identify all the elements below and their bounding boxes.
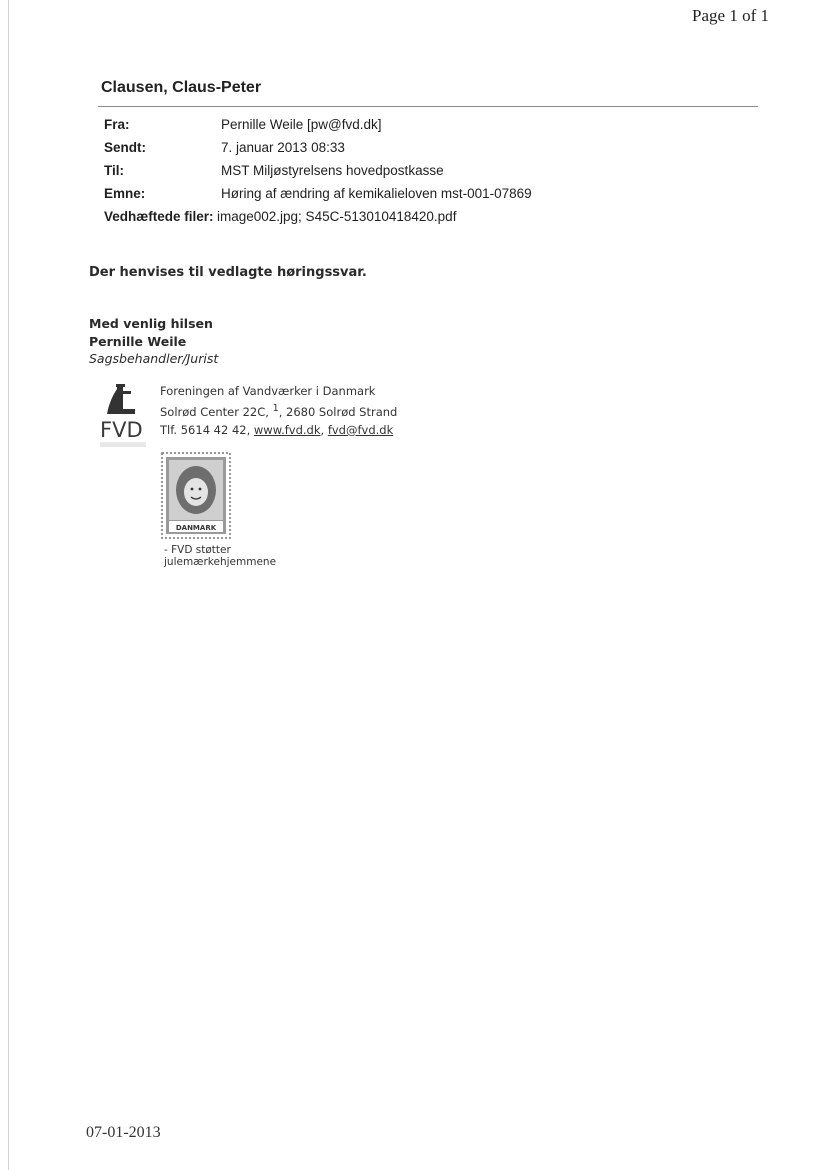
- address-suffix: , 2680 Solrød Strand: [278, 404, 398, 419]
- footer-date: 07-01-2013: [86, 1124, 161, 1141]
- stamp-text: DANMARK: [175, 524, 217, 532]
- header-label-from: Fra:: [104, 117, 130, 132]
- stamp-caption: [164, 544, 276, 568]
- org-address: [160, 400, 397, 421]
- org-phone: Tlf. 5614 42 42,: [160, 422, 254, 437]
- contact-separator: ,: [320, 422, 328, 437]
- header-value-attachments: image002.jpg; S45C-513010418420.pdf: [217, 209, 457, 224]
- org-contact: [160, 421, 397, 439]
- address-superscript: 1: [272, 403, 279, 414]
- header-value-sent: 7. januar 2013 08:33: [221, 140, 345, 155]
- header-value-to: MST Miljøstyrelsens hovedpostkasse: [221, 163, 444, 178]
- scan-edge-line: [8, 0, 9, 1170]
- org-email-link[interactable]: fvd@fvd.dk: [327, 422, 394, 437]
- header-label-sent: Sendt:: [104, 140, 146, 155]
- heading-divider: [98, 106, 758, 107]
- stamp-caption-line2: julemærkehjemmene: [164, 556, 277, 568]
- closing-block: [89, 315, 218, 368]
- org-name: Foreningen af Vandværker i Danmark: [160, 384, 376, 398]
- fvd-logo: [99, 381, 149, 451]
- header-label-attachments: Vedhæftede filer:: [104, 209, 214, 224]
- closing-name: Pernille Weile: [89, 333, 187, 349]
- header-value-from: Pernille Weile [pw@fvd.dk]: [221, 117, 382, 132]
- address-prefix: Solrød Center 22C,: [160, 404, 273, 419]
- logo-text: FVD: [100, 418, 143, 442]
- org-website-link[interactable]: www.fvd.dk: [253, 422, 321, 437]
- email-body-text: Der henvises til vedlagte høringssvar.: [89, 265, 367, 280]
- stamp-caption-line1: - FVD støtter: [164, 544, 231, 556]
- sender-name-heading: Clausen, Claus-Peter: [101, 79, 262, 96]
- header-label-to: Til:: [104, 163, 124, 178]
- closing-greeting: Med venlig hilsen: [89, 316, 213, 331]
- organization-signature: [160, 382, 397, 439]
- header-value-subject: Høring af ændring af kemikalieloven mst-001-07869: [221, 186, 532, 201]
- closing-title: Sagsbehandler/Jurist: [89, 351, 219, 366]
- header-label-subject: Emne:: [104, 186, 146, 201]
- christmas-seal-stamp: [161, 452, 231, 539]
- page-number: Page 1 of 1: [692, 6, 769, 25]
